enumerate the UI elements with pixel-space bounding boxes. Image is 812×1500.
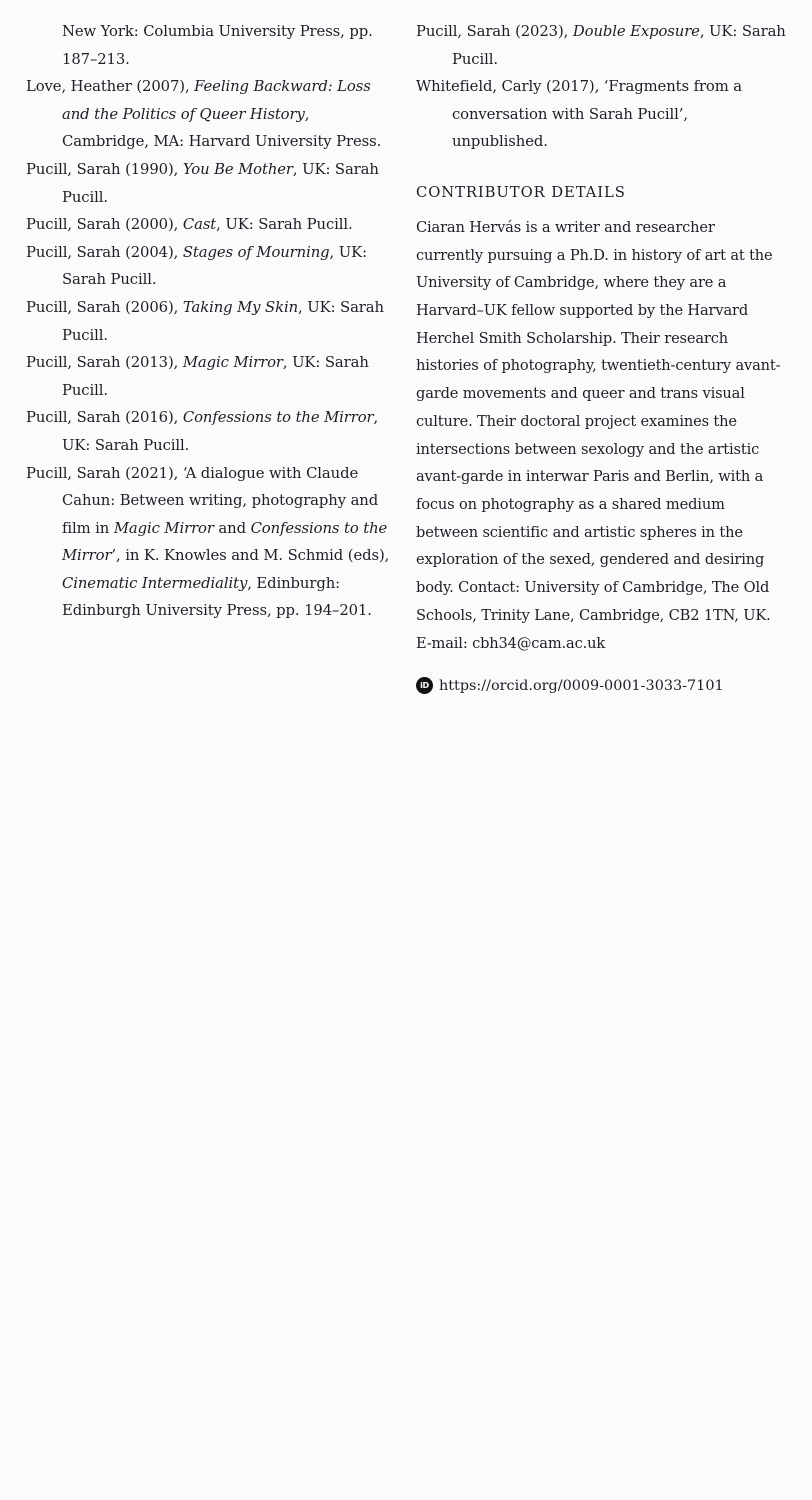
reference-publisher: , UK: Sarah Pucill. (62, 160, 379, 206)
orcid-link[interactable] (416, 677, 786, 694)
reference-title: Confessions to the Mirror (62, 519, 388, 565)
reference-entry (26, 18, 396, 73)
bio-text: Ciaran Hervás is a writer and researcher currently pursuing a Ph.D. in history of art at the University of Cambridge, where they are a Harvard–UK fellow supported by the Harvard Herchel Smith Scholarship. Their research histories of photography, twentieth-century avant-garde movements and queer and trans visual culture. Their doctoral project examines the intersections between sexology and the artistic avant-garde in interwar Paris and Berlin, with a focus on photography as a shared medium between scientific and artistic spheres in the exploration of the sexed, gendered and desiring body. (416, 218, 781, 597)
reference-publisher: , Edinburgh: Edinburgh University Press, pp. 194–201. (62, 574, 372, 620)
contact-email[interactable]: E-mail: cbh34@cam.ac.uk (416, 634, 606, 652)
reference-author: Pucill, Sarah (2000), (26, 216, 183, 234)
reference-entry (26, 460, 396, 626)
reference-author: Pucill, Sarah (2016), (26, 409, 183, 427)
contributor-details-heading: CONTRIBUTOR DETAILS (416, 183, 626, 201)
reference-title: Cinematic Intermediality (62, 574, 248, 592)
reference-publisher: , UK: Sarah Pucill. (62, 298, 384, 344)
reference-entry (26, 156, 396, 211)
reference-author: Pucill, Sarah (2023), (416, 23, 573, 40)
reference-author: Love, Heather (2007), (26, 78, 195, 96)
reference-title: Stages of Mourning (182, 243, 330, 261)
reference-entry (26, 73, 396, 156)
reference-entry (416, 18, 786, 73)
reference-title: Feeling Backward: Loss and the Politics of Queer History (62, 78, 371, 123)
reference-title: Taking My Skin (182, 298, 299, 316)
reference-publisher: , UK: Sarah Pucill. (62, 409, 379, 454)
reference-author: Pucill, Sarah (2004), (26, 243, 183, 261)
reference-entry (26, 404, 396, 459)
reference-text: ’, in K. Knowles and M. Schmid (eds), (111, 547, 390, 565)
reference-entry (26, 211, 396, 239)
reference-title: Magic Mirror (182, 354, 283, 372)
reference-title: Magic Mirror (113, 519, 214, 537)
reference-publisher: , UK: Sarah Pucill. (216, 216, 353, 234)
reference-entry (416, 73, 786, 156)
orcid-url[interactable]: https://orcid.org/0009-0001-3033-7101 (439, 677, 724, 694)
reference-author: Pucill, Sarah (2006), (26, 298, 183, 316)
reference-author: Pucill, Sarah (1990), (26, 160, 183, 178)
reference-title: Double Exposure (572, 23, 700, 40)
reference-title: Confessions to the Mirror (182, 409, 374, 427)
contact-address: Contact: University of Cambridge, The Old Schools, Trinity Lane, Cambridge, CB2 1TN, UK. (416, 579, 771, 624)
reference-author: Pucill, Sarah (2013), (26, 354, 183, 372)
right-column (416, 18, 786, 694)
reference-title: You Be Mother (182, 160, 293, 178)
reference-entry (26, 294, 396, 349)
reference-publisher: , Cambridge, MA: Harvard University Press. (62, 105, 382, 151)
reference-text: Whitefield, Carly (2017), ‘Fragments from a conversation with Sarah Pucill’, unpublished. (416, 78, 742, 151)
reference-title: Cast (182, 216, 217, 234)
reference-publisher: , UK: Sarah Pucill. (452, 23, 786, 68)
contributor-bio (416, 214, 786, 657)
reference-publisher: , UK: Sarah Pucill. (62, 354, 369, 399)
orcid-icon: iD (416, 677, 433, 694)
reference-author: Pucill, Sarah (2021), ‘A dialogue with Claude Cahun: Between writing, photography and film in (26, 464, 379, 537)
reference-text: and (213, 519, 251, 537)
reference-entry (26, 239, 396, 294)
references-left-column (26, 18, 396, 625)
reference-text: New York: Columbia University Press, pp. 187–213. (62, 23, 373, 68)
reference-entry (26, 349, 396, 404)
reference-publisher: , UK: Sarah Pucill. (62, 243, 367, 289)
